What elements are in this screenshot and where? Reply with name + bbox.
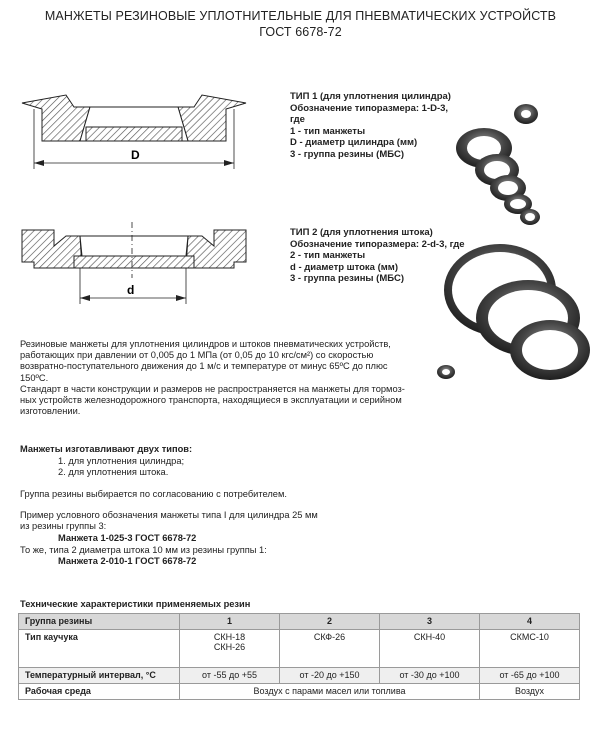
table-caption: Технические характеристики применяемых резин <box>20 599 251 609</box>
cuff-type1-drawing <box>14 85 264 185</box>
types-heading: Манжеты изготавливают двух типов: <box>20 444 193 454</box>
table-cell: от -55 до +55 <box>180 668 280 684</box>
table-row <box>19 668 580 684</box>
rubber-specs-table <box>18 613 580 700</box>
desc-line: Резиновые манжеты для уплотнения цилиндров и штоков пневматических устройств, <box>20 339 391 349</box>
dim-label-D: D <box>131 148 140 162</box>
table-header-cell: 2 <box>280 614 380 630</box>
desc-line: 150ºС. <box>20 372 49 383</box>
type2-line: 2 - тип манжеты <box>290 250 366 262</box>
type2-line: ТИП 2 (для уплотнения штока) <box>290 227 433 238</box>
table-cell: Воздух <box>479 684 579 700</box>
table-header-row <box>19 614 580 630</box>
table-cell: от -65 до +100 <box>479 668 579 684</box>
cuffs-photo-small <box>442 96 552 236</box>
desc-line: работающих при давлении от 0,005 до 1 МПа (от 0,05 до 10 кгс/см²) со скоростью <box>20 350 374 361</box>
table-cell: СКФ-26 <box>280 630 380 668</box>
table-row <box>19 684 580 700</box>
page-title: МАНЖЕТЫ РЕЗИНОВЫЕ УПЛОТНИТЕЛЬНЫЕ ДЛЯ ПНЕВМАТИЧЕСКИХ УСТРОЙСТВ <box>44 9 557 23</box>
table-cell: от -30 до +100 <box>380 668 480 684</box>
example-code: Манжета 1-025-3 ГОСТ 6678-72 <box>58 533 197 543</box>
type1-line: D - диаметр цилиндра (мм) <box>290 137 418 149</box>
cuffs-photo-large <box>432 232 596 392</box>
type1-line: Обозначение типоразмера: 1-D-3, <box>290 102 449 114</box>
types-item: 1. для уплотнения цилиндра; <box>58 456 185 466</box>
desc-line: возвратно-поступательного движения до 1 м/с и температуре от минус 65ºС до плюс <box>20 361 388 372</box>
table-cell: СКМС-10 <box>479 630 579 668</box>
table-header-cell: 1 <box>180 614 280 630</box>
table-header-cell: Группа резины <box>19 614 180 630</box>
table-header-cell: 3 <box>380 614 480 630</box>
type1-line: ТИП 1 (для уплотнения цилиндра) <box>290 91 451 102</box>
type2-line: d - диаметр штока (мм) <box>290 261 398 273</box>
table-cell: от -20 до +150 <box>280 668 380 684</box>
type2-line: Обозначение типоразмера: 2-d-3, где <box>290 238 465 250</box>
rubber-note: Группа резины выбирается по согласованию с потребителем. <box>20 489 287 499</box>
description <box>20 339 420 417</box>
example-line: То же, типа 2 диаметра штока 10 мм из резины группы 1: <box>20 545 267 555</box>
table-row-label: Рабочая среда <box>19 684 180 700</box>
desc-line: ных устройств железнодорожного транспорта, находящиеся в эксплуатации и серийном <box>20 395 402 406</box>
type1-line: 3 - группа резины (МБС) <box>290 148 404 160</box>
table-cell-line: СКН-18 <box>213 632 246 642</box>
type1-line: 1 - тип манжеты <box>290 125 366 137</box>
table-row-label: Тип каучука <box>19 630 180 668</box>
table-cell <box>180 630 280 668</box>
table-row-label: Температурный интервал, °С <box>19 668 180 684</box>
type2-line: 3 - группа резины (МБС) <box>290 273 404 285</box>
page-subtitle: ГОСТ 6678-72 <box>259 25 342 39</box>
table-cell: СКН-40 <box>380 630 480 668</box>
desc-line: Стандарт в части конструкции и размеров не распространяется на манжеты для тормоз- <box>20 383 405 394</box>
dim-label-d: d <box>127 283 135 297</box>
cuff-type2-drawing <box>14 222 264 312</box>
desc-line: изготовлении. <box>20 406 81 417</box>
table-cell: Воздух с парами масел или топлива <box>180 684 480 700</box>
example-code: Манжета 2-010-1 ГОСТ 6678-72 <box>58 556 197 566</box>
type1-line: где <box>290 114 305 126</box>
table-cell-line: СКН-26 <box>213 642 246 652</box>
types-item: 2. для уплотнения штока. <box>58 467 169 477</box>
table-row <box>19 630 580 668</box>
table-header-cell: 4 <box>479 614 579 630</box>
example-line: из резины группы 3: <box>20 521 107 531</box>
example-line: Пример условного обозначения манжеты типа I для цилиндра 25 мм <box>20 510 318 520</box>
